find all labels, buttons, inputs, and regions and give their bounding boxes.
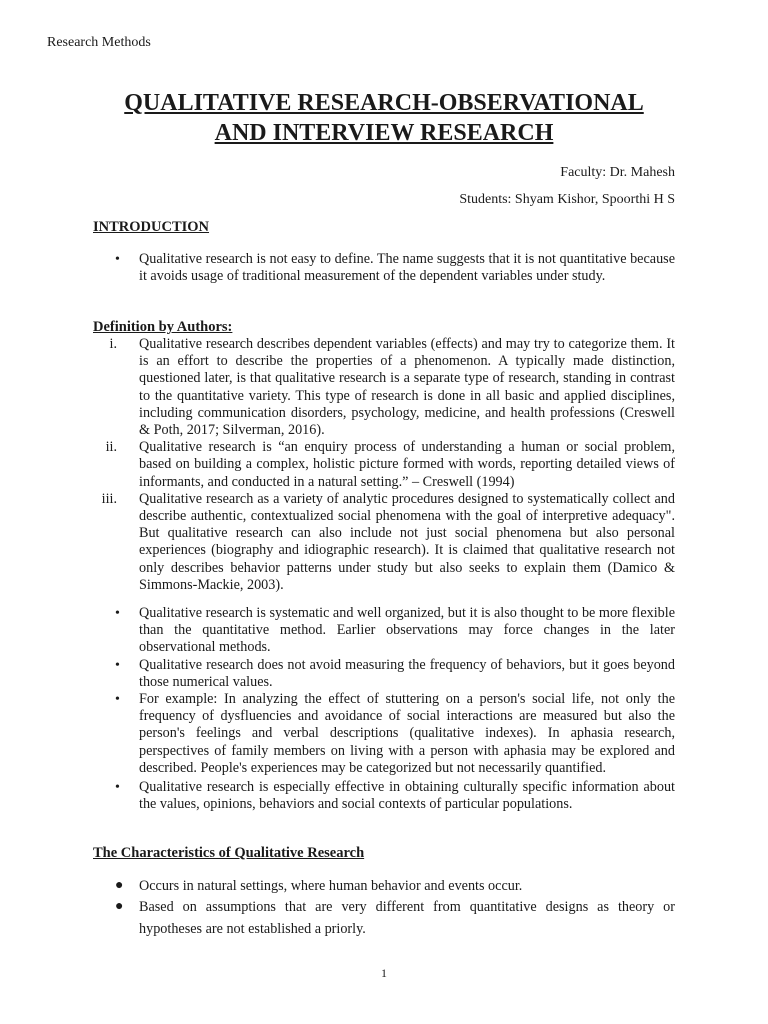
bullet-icon: •	[115, 606, 120, 621]
bullet-icon: ●	[115, 878, 124, 893]
list-item-number: iii.	[101, 490, 117, 507]
list-item-text: Qualitative research describes dependent variables (effects) and may try to categorize them. It is an effort to describe the properties of a phenomenon. A typically made distinction, questioned later, is that qualitative research is a separate type of research, standing in contrast to the quantitative variety. This type of research is done in all basic and applied disciplines, including communication disorders, psychology, medicine, and health professions (Creswell & Poth, 2017; Silverman, 2016).	[139, 336, 675, 439]
introduction-heading: INTRODUCTION	[93, 219, 210, 235]
characteristics-list	[93, 876, 675, 940]
faculty-line: Faculty: Dr. Mahesh	[560, 165, 675, 180]
introduction-list	[93, 251, 675, 285]
list-item	[93, 251, 675, 285]
list-item-text: Qualitative research is especially effective in obtaining culturally specific information about the values, opinions, behaviors and social contexts of particular populations.	[139, 779, 675, 813]
list-item	[93, 439, 675, 491]
list-item	[93, 779, 675, 813]
list-item	[93, 896, 675, 940]
list-item-text: Based on assumptions that are very different from quantitative designs as theory or hypotheses are not established a priorly.	[139, 899, 675, 937]
definitions-list	[93, 336, 675, 594]
bullet-icon: •	[115, 692, 120, 708]
list-item	[93, 336, 675, 439]
definitions-heading: Definition by Authors:	[93, 319, 233, 335]
document-title-line-2: AND INTERVIEW RESEARCH	[214, 120, 554, 146]
list-item-text: Qualitative research is systematic and well organized, but it is also thought to be more flexible than the quantitative method. Earlier observations may force changes in the later observational methods.	[139, 605, 675, 656]
list-item-number: ii.	[105, 439, 117, 456]
students-line: Students: Shyam Kishor, Spoorthi H S	[459, 192, 675, 207]
list-item-text: Qualitative research is not easy to define. The name suggests that it is not quantitative because it avoids usage of traditional measurement of the dependent variables under study.	[139, 251, 675, 285]
list-item	[93, 605, 675, 657]
list-item	[93, 876, 675, 896]
more-bullets-list	[93, 605, 675, 813]
bullet-icon: •	[115, 780, 120, 796]
page-number: 1	[381, 966, 387, 980]
bullet-icon: •	[115, 657, 120, 673]
list-item-text: Qualitative research does not avoid measuring the frequency of behaviors, but it goes beyond those numerical values.	[139, 656, 675, 690]
document-title-line-1: QUALITATIVE RESEARCH-OBSERVATIONAL	[124, 90, 644, 116]
list-item	[93, 691, 675, 777]
list-item-text: Occurs in natural settings, where human behavior and events occur.	[139, 878, 523, 894]
bullet-icon: ●	[115, 899, 124, 914]
list-item-text: For example: In analyzing the effect of stuttering on a person's social life, not only the frequency of dysfluencies and avoidance of social interactions are measured but also the person's feelings and verbal descriptions (qualitative indexes). In aphasia research, perspectives of family members on living with a person with aphasia may be explored and described. People's experiences may be categorized but not necessarily quantified.	[139, 691, 675, 776]
list-item-text: Qualitative research is “an enquiry process of understanding a human or social problem, based on building a complex, holistic picture formed with words, reporting detailed views of informants, and conducted in a natural setting.” – Creswell (1994)	[139, 439, 675, 490]
list-item-text: Qualitative research as a variety of analytic procedures designed to systematically collect and describe authentic, contextualized social phenomena with the goal of interpretive adequacy". But qualitative research can also include not just social phenomena but also personal experiences (biography and idiographic research). It is claimed that qualitative research not only describes behavior patterns under study but also seeks to explain them (Damico & Simmons-Mackie, 2003).	[139, 490, 675, 593]
running-header: Research Methods	[47, 35, 151, 50]
list-item-number: i.	[109, 336, 117, 352]
bullet-icon: •	[115, 252, 120, 267]
characteristics-heading: The Characteristics of Qualitative Research	[93, 845, 365, 861]
list-item	[93, 491, 675, 594]
list-item	[93, 657, 675, 691]
